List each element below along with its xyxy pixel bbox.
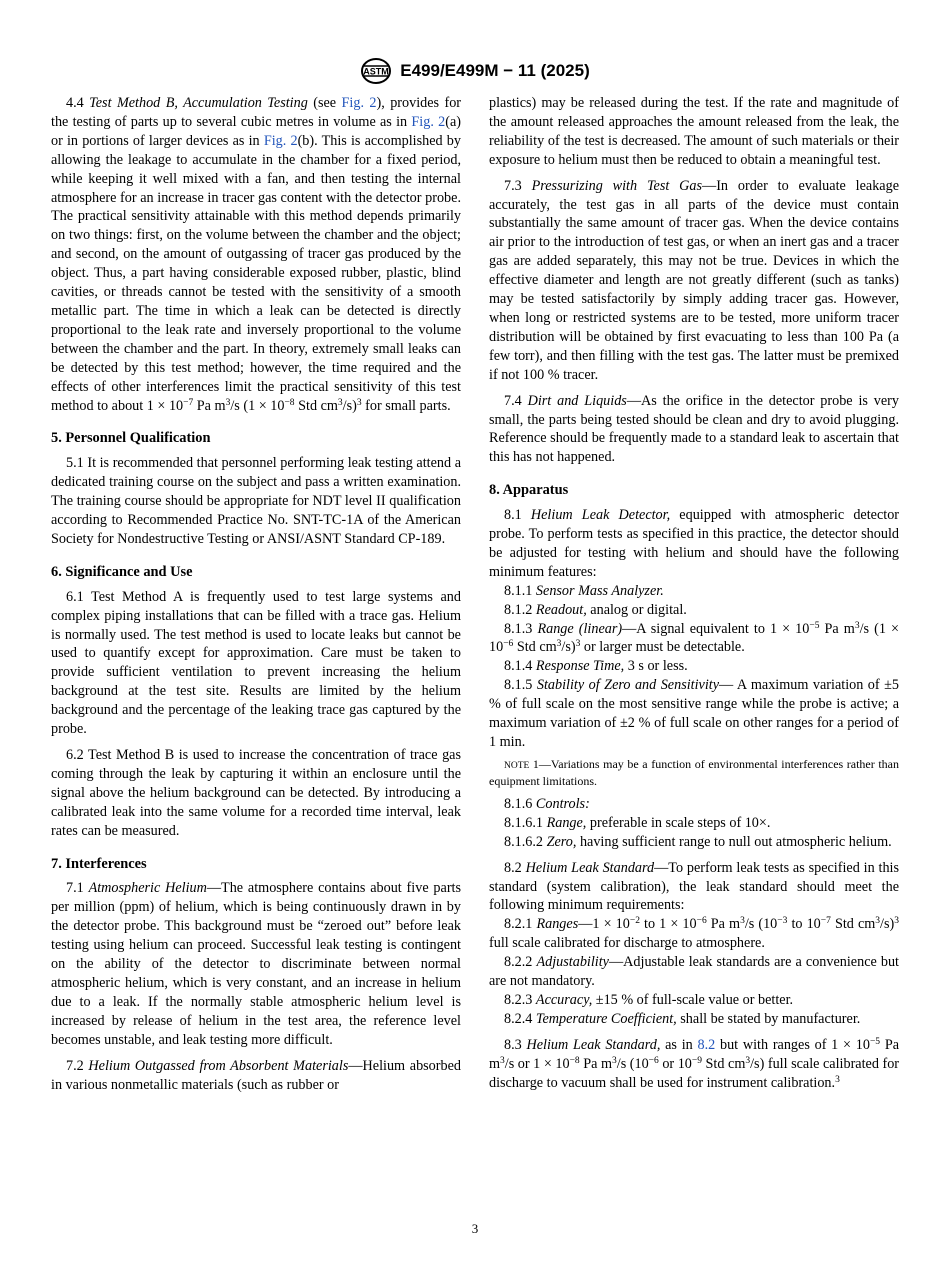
paragraph-8-1-6-2: 8.1.6.2 Zero, having sufficient range to null out atmospheric helium. — [504, 833, 892, 850]
section-7-heading: 7. Interferences — [51, 855, 147, 872]
paragraph-8-1: 8.1 Helium Leak Detector, equipped with atmospheric detector probe. To perform tests as specified in this practice, the detector should be adjusted for testing with helium and should have the following minimum features: — [489, 507, 900, 580]
paragraph-7-2: 7.2 Helium Outgassed from Absorbent Materials—Helium absorbed in various nonmetallic materials (such as rubber or — [51, 1057, 461, 1093]
note-1: NOTE 1—Variations may be a function of environmental interferences rather than equipment limitations. — [489, 756, 899, 788]
section-8-2-link[interactable]: 8.2 — [697, 1036, 716, 1053]
paragraph-8-3: 8.3 Helium Leak Standard, as in 8.2 but with ranges of $1 \times 10^{-5}$ Pa $m^3/s$ or $1 \times 10^{-8}$ Pa $m^3/s$ ($10^{-6}$ or $10^{-9}$ Std $cm^3/s$) full scale calibrated for discharge to vacuum shall be used for instrument calibration.$^3$ — [489, 1036, 900, 1091]
paragraph-6-1: 6.1 Test Method A is frequently used to test large systems and complex piping installations that can be filled with a trace gas. Helium is normally used. The test method is used to locate leaks but cannot be used to quantify except for approximation. Care must be taken to provide sufficient ventilation to prevent increasing the helium background at the test site. Results are limited by the helium background and the percentage of the leaking trace gas captured by the probe. — [51, 588, 461, 738]
paragraph-4-4: 4.4 Test Method B, Accumulation Testing (see Fig. 2), provides for the testing of parts up to several cubic metres in volume as in Fig. 2(a) or in portions of larger devices as in Fig. 2(b). This is accomplished by allowing the leakage to accumulate in the chamber for a fixed period, while keeping it well mixed with a fan, and then testing the internal atmosphere for an increase in tracer gas content with the detector probe. The practical sensitivity attainable with this method depends primarily on two things: first, on the volume between the chamber and the object; and second, on the amount of outgassing of tracer gas produced by the object. Thus, a part having considerable exposed rubber, plastic, blind cavities, or threads cannot be tested with the sensitivity of a smooth metallic part. The time in which a leak can be detected is directly proportional to the leak rate and inversely proportional to the volume between the chamber and the part. In theory, extremely small leaks can be detected by this test method; however, the time required and the effects of other interferences limit the practical sensitivity of this test method to about $1 \times 10^{-7}$ Pa $m^3/s$ ($1 \times 10^{-8}$ Std $cm^3/s)^3$ for small parts. — [51, 95, 462, 414]
paragraph-6-2: 6.2 Test Method B is used to increase the concentration of trace gas coming through the leak by capturing it within an enclosure until the signal above the helium background can be detected. By introducing a calibrated leak into the same volume for a recorded time interval, leak rates can be measured. — [51, 747, 461, 839]
paragraph-8-1-5: 8.1.5 Stability of Zero and Sensitivity— A maximum variation of ±5 % of full scale on the most sensitive range while the probe is active; a maximum variation of ±2 % of full scale on other ranges for a period of 1 min. — [489, 677, 899, 750]
paragraph-8-2-3: 8.2.3 Accuracy, ±15 % of full-scale value or better. — [504, 991, 794, 1008]
section-8-heading: 8. Apparatus — [489, 482, 569, 499]
section-5-heading: 5. Personnel Qualification — [51, 430, 211, 447]
paragraph-8-1-2: 8.1.2 Readout, analog or digital. — [504, 601, 687, 618]
paragraph-8-2-2: 8.2.2 Adjustability—Adjustable leak standards are a convenience but are not mandatory. — [489, 954, 900, 990]
paragraph-8-1-4: 8.1.4 Response Time, 3 s or less. — [504, 658, 688, 675]
paragraph-7-2-continued: plastics) may be released during the test. If the rate and magnitude of the amount released approaches the amount released from the leak, the reliability of the test is decreased. The amount of such materials or their exposure to helium must then be reduced to obtain a meaningful test. — [489, 95, 899, 168]
paragraph-8-2: 8.2 Helium Leak Standard—To perform leak tests as specified in this standard (system calibration), the leak standard should meet the following minimum requirements: — [489, 859, 899, 914]
paragraph-8-1-1: 8.1.1 Sensor Mass Analyzer. — [504, 582, 664, 599]
paragraph-8-2-4: 8.2.4 Temperature Coefficient, shall be stated by manufacturer. — [504, 1010, 861, 1027]
document-designation: E499/E499M − 11 (2025) — [400, 61, 590, 80]
paragraph-7-3: 7.3 Pressurizing with Test Gas—In order to evaluate leakage accurately, the test gas in all parts of the device must contain substantially the same amount of tracer gas. When the device contains air prior to the introduction of test gas, or when an inert gas and a tracer gas are added separately, this may not be true. Devices in which the effective diameter and length are not greatly different (such as tanks) may be tested satisfactorily by simply adding tracer gas. However, when long or restricted systems are to be tested, more uniform tracer distribution will be obtained by first evacuating to less than 100 Pa (a few torr), and then filling with the test gas. The latter must be premixed if not 100 % tracer. — [489, 177, 899, 383]
paragraph-8-1-6-1: 8.1.6.1 Range, preferable in scale steps of 10×. — [504, 814, 771, 831]
fig-2a-link[interactable]: Fig. 2 — [411, 113, 446, 130]
left-column — [51, 94, 461, 1101]
section-6-heading: 6. Significance and Use — [51, 563, 193, 580]
right-column — [489, 94, 899, 1100]
paragraph-5-1: 5.1 It is recommended that personnel performing leak testing attend a dedicated training course on the subject and pass a written examination. The training course should be appropriate for NDT level II qualification according to Recommended Practice No. SNT-TC-1A of the American Society for Nondestructive Testing or ANSI/ASNT Standard CP-189. — [51, 455, 461, 547]
paragraph-8-1-3: 8.1.3 Range (linear)—A signal equivalent to $1 \times 10^{-5}$ Pa $m^3/s$ ($1 \times 10^{-6}$ Std $cm^3/s)^3$ or larger must be detectable. — [489, 620, 899, 656]
svg-text:ASTM: ASTM — [363, 66, 389, 77]
paragraph-8-1-6: 8.1.6 Controls: — [504, 795, 590, 812]
astm-logo-icon — [360, 57, 392, 85]
fig-2-link[interactable]: Fig. 2 — [341, 95, 377, 111]
paragraph-7-4: 7.4 Dirt and Liquids—As the orifice in the detector probe is very small, the parts being tested should be clean and dry to avoid plugging. Reference should be frequently made to a standard leak to ascertain that this has not happened. — [489, 392, 899, 466]
paragraph-7-1: 7.1 Atmospheric Helium—The atmosphere contains about five parts per million (ppm) of helium, which is being continuously drawn in by the detector probe. This background must be “zeroed out” before leak testing using helium can proceed. Successful leak testing is contingent on the ability of the detector to discriminate between normal atmospheric helium, which is very constant, and an increase in helium due to a leak. If the normally stable atmospheric helium level is increased by release of helium in the test area, the reference level becomes unstable, and leak testing more difficult. — [51, 880, 462, 1048]
paragraph-8-2-1: 8.2.1 Ranges—1 × $10^{-2}$ to $1 \times 10^{-6}$ Pa $m^3/s$ ($10^{-3}$ to $10^{-7}$ Std $cm^3/s)^3$ full scale calibrated for discharge to atmosphere. — [489, 916, 899, 952]
fig-2b-link[interactable]: Fig. 2 — [263, 132, 298, 149]
page-number: 3 — [471, 1221, 479, 1236]
page-header — [0, 56, 950, 86]
